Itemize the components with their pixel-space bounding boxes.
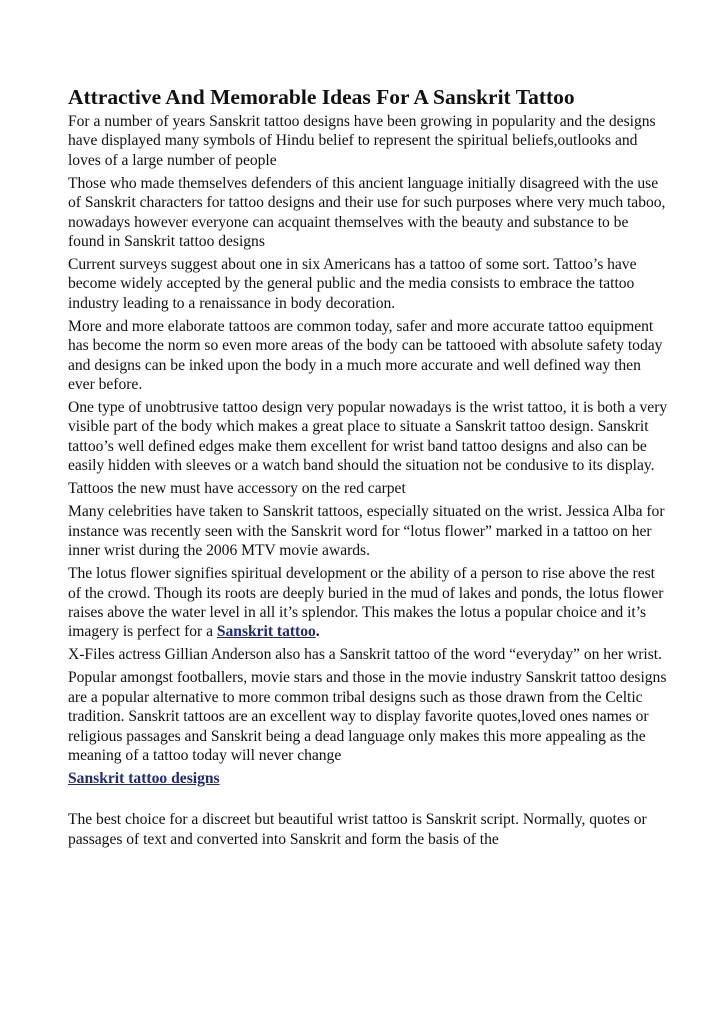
- paragraph-wrist-tattoo: One type of unobtrusive tattoo design very popular nowadays is the wrist tattoo, it is both a very visible part of the body which makes a great place to situate a Sanskrit tattoo design. Sanskrit tattoo’s well defined edges make them excellent for wrist band tattoo designs and also can be easily hidden with sleeves or a watch band should the situation not be condusive to its display.: [68, 399, 668, 475]
- paragraph-celebrities: Many celebrities have taken to Sanskrit tattoos, especially situated on the wrist. Jessica Alba for instance was recently seen with the Sanskrit word for “lotus flower” marked in a tattoo on her inner wrist during the 2006 MTV movie awards.: [68, 503, 665, 560]
- paragraph-surveys: Current surveys suggest about one in six Americans has a tattoo of some sort. Tattoo’s have become widely accepted by the general public and the media consists to embrace the tattoo industry leading to a renaissance in body decoration.: [68, 256, 637, 312]
- paragraph-popular: Popular amongst footballers, movie stars and those in the movie industry Sanskrit tattoo designs are a popular alternative to more common tribal designs such as those drawn from the Celtic tradition. Sanskrit tattoos are an excellent way to display favorite quotes,loved ones names or religious passages and Sanskrit being a dead language only makes this more appealing as the meaning of a tattoo today will never change: [68, 669, 667, 764]
- paragraph-xfiles: X-Files actress Gillian Anderson also has a Sanskrit tattoo of the word “everyday” on her wrist.: [68, 646, 662, 664]
- paragraph-lotus: [68, 564, 668, 642]
- paragraph-final: The best choice for a discreet but beautiful wrist tattoo is Sanskrit script. Normally, quotes or passages of text and converted into Sanskrit and form the basis of the: [68, 811, 647, 848]
- document-title: Attractive And Memorable Ideas For A Sanskrit Tattoo: [68, 85, 575, 109]
- paragraph-red-carpet: Tattoos the new must have accessory on the red carpet: [68, 480, 406, 498]
- lotus-text: The lotus flower signifies spiritual development or the ability of a person to rise above the rest of the crowd. Though its roots are deeply buried in the mud of lakes and ponds, the lotus flower raises above the water level in all it’s splendor. This makes the lotus a popular choice and it’s imagery is perfect for a: [68, 565, 664, 641]
- paragraph-intro: For a number of years Sanskrit tattoo designs have been growing in popularity and the designs have displayed many symbols of Hindu belief to represent the spiritual beliefs,outlooks and loves of a large number of people: [68, 113, 656, 169]
- paragraph-defenders: Those who made themselves defenders of this ancient language initially disagreed with the use of Sanskrit characters for tattoo designs and their use for such purposes where very much taboo, nowadays however everyone can acquaint themselves with the beauty and substance to be found in Sanskrit tattoo designs: [68, 174, 666, 251]
- sanskrit-tattoo-link[interactable]: Sanskrit tattoo: [216, 623, 316, 641]
- paragraph-elaborate: More and more elaborate tattoos are common today, safer and more accurate tattoo equipment has become the norm so even more areas of the body can be tattooed with absolute safety today and designs can be inked upon the body in a much more accurate and well defined way then ever before.: [68, 317, 663, 394]
- lotus-suffix: .: [315, 623, 320, 641]
- document-page: [68, 84, 668, 853]
- designs-link-line: [68, 769, 668, 788]
- sanskrit-tattoo-designs-link[interactable]: Sanskrit tattoo designs: [68, 769, 220, 787]
